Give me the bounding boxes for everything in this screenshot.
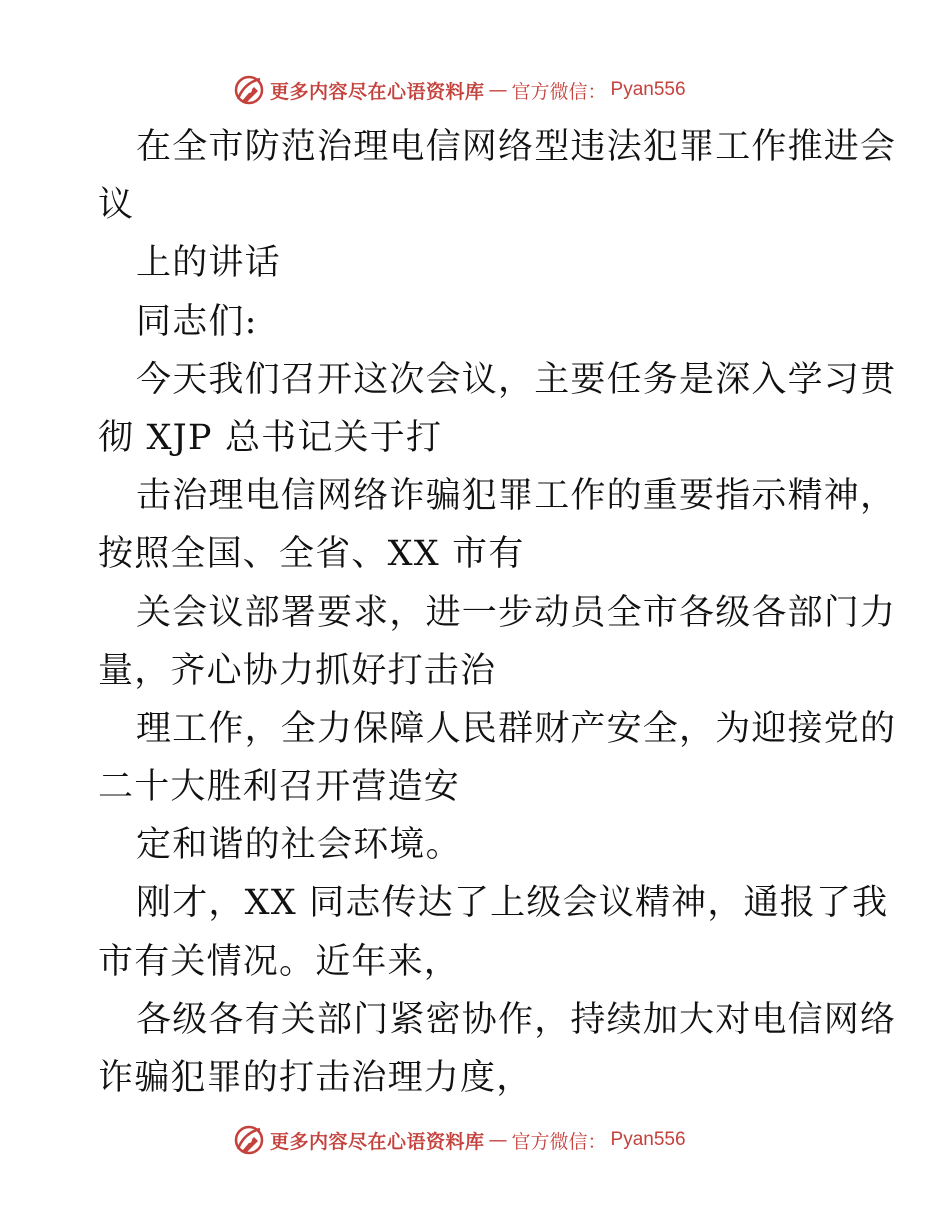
header-wechat-id: Pyan556: [610, 79, 686, 100]
header-dash: —: [488, 79, 508, 101]
footer-wechat-label: 官方微信：: [511, 1130, 607, 1153]
text-line: 同志们:: [136, 301, 258, 342]
text-line: 彻 XJP 总书记关于打: [98, 417, 443, 458]
document-body: [98, 118, 897, 1107]
text-line: 二十大胜利召开营造安: [98, 767, 461, 808]
text-line: 理工作，全力保障人民群财产安全，为迎接党的: [136, 708, 897, 749]
text-line: 量，齐心协力抓好打击治: [98, 650, 497, 691]
pen-logo-icon: [232, 1123, 266, 1157]
text-line: 关会议部署要求，进一步动员全市各级各部门力: [136, 592, 897, 633]
text-line: 今天我们召开这次会议，主要任务是深入学习贯: [136, 359, 897, 400]
pen-logo-icon: [232, 73, 266, 107]
text-line: 议: [98, 185, 135, 226]
header-site-name: 更多内容尽在心语资料库: [270, 80, 485, 103]
footer-wechat-id: Pyan556: [610, 1129, 686, 1150]
text-line: 按照全国、全省、XX 市有: [98, 534, 525, 575]
text-line: 市有关情况。近年来，: [98, 941, 461, 982]
header-banner: [232, 72, 686, 108]
footer-site-name: 更多内容尽在心语资料库: [270, 1130, 485, 1153]
text-line: 定和谐的社会环境。: [136, 825, 462, 866]
text-line: 上的讲话: [136, 243, 281, 284]
footer-dash: —: [488, 1129, 508, 1151]
text-line: 在全市防范治理电信网络型违法犯罪工作推进会: [136, 127, 897, 167]
footer-banner: [232, 1122, 686, 1158]
text-line: 击治理电信网络诈骗犯罪工作的重要指示精神，: [136, 476, 897, 517]
header-wechat-label: 官方微信：: [511, 80, 607, 103]
text-line: 刚才，XX 同志传达了上级会议精神，通报了我: [136, 883, 889, 924]
text-line: 诈骗犯罪的打击治理力度，: [98, 1058, 533, 1098]
text-line: 各级各有关部门紧密协作，持续加大对电信网络: [136, 999, 897, 1040]
